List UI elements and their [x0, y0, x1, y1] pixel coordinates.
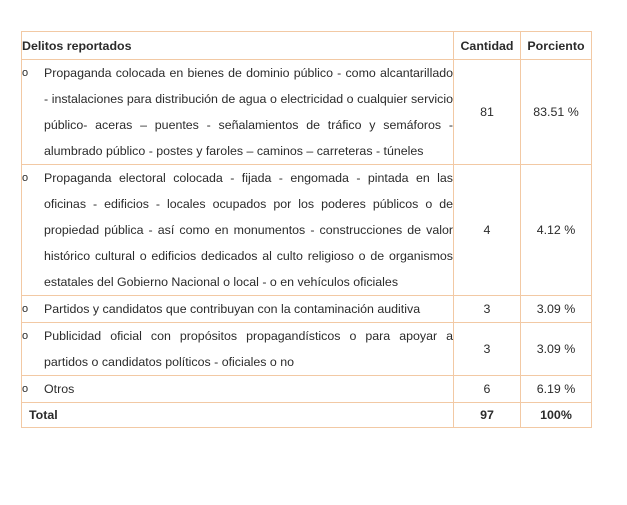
- bullet-icon: o: [22, 383, 29, 395]
- bullet-icon: o: [22, 67, 29, 79]
- quantity-cell: 6: [454, 376, 521, 403]
- bullet-icon: o: [22, 330, 29, 342]
- offense-text: Partidos y candidatos que contribuyan con la contaminación auditiva: [44, 302, 421, 316]
- header-quantity: Cantidad: [454, 32, 521, 60]
- total-percent: 100%: [521, 403, 592, 428]
- offense-text: Propaganda electoral colocada - fijada - engomada - pintada en las oficinas - edificios - locales ocupados por los poderes públicos o de propiedad pública - así como en monumentos - construcciones de valor histórico cultural o edificios dedicados al culto religioso o de organismos estatales del Gobierno Nacional o local - o en vehículos oficiales: [44, 171, 453, 289]
- percent-cell: 3.09 %: [521, 323, 592, 376]
- header-percent: Porciento: [521, 32, 592, 60]
- quantity-cell: 3: [454, 296, 521, 323]
- total-quantity: 97: [454, 403, 521, 428]
- quantity-cell: 3: [454, 323, 521, 376]
- offense-text: Otros: [44, 382, 75, 396]
- quantity-cell: 81: [454, 60, 521, 165]
- offense-cell: [22, 165, 454, 296]
- quantity-cell: 4: [454, 165, 521, 296]
- header-row: [22, 32, 592, 60]
- percent-cell: 6.19 %: [521, 376, 592, 403]
- bullet-icon: o: [22, 172, 29, 184]
- offense-cell: [22, 296, 454, 323]
- table-row: [22, 60, 592, 165]
- offense-cell: [22, 376, 454, 403]
- percent-cell: 83.51 %: [521, 60, 592, 165]
- percent-cell: 4.12 %: [521, 165, 592, 296]
- bullet-icon: o: [22, 303, 29, 315]
- offenses-table: [21, 31, 592, 428]
- offense-text: Publicidad oficial con propósitos propagandísticos o para apoyar a partidos o candidatos políticos - oficiales o no: [44, 329, 453, 369]
- table-row: [22, 165, 592, 296]
- offense-cell: [22, 60, 454, 165]
- total-label: Total: [22, 403, 454, 428]
- offense-text: Propaganda colocada en bienes de dominio público - como alcantarillado - instalaciones para distribución de agua o electricidad o cualquier servicio público- aceras – puentes - señalamientos de tráfico y semáforos - alumbrado público - postes y faroles – caminos – carreteras - túneles: [44, 66, 453, 158]
- header-offense: Delitos reportados: [22, 32, 454, 60]
- table-row: [22, 376, 592, 403]
- offense-cell: [22, 323, 454, 376]
- percent-cell: 3.09 %: [521, 296, 592, 323]
- total-row: [22, 403, 592, 428]
- table-row: [22, 296, 592, 323]
- table-row: [22, 323, 592, 376]
